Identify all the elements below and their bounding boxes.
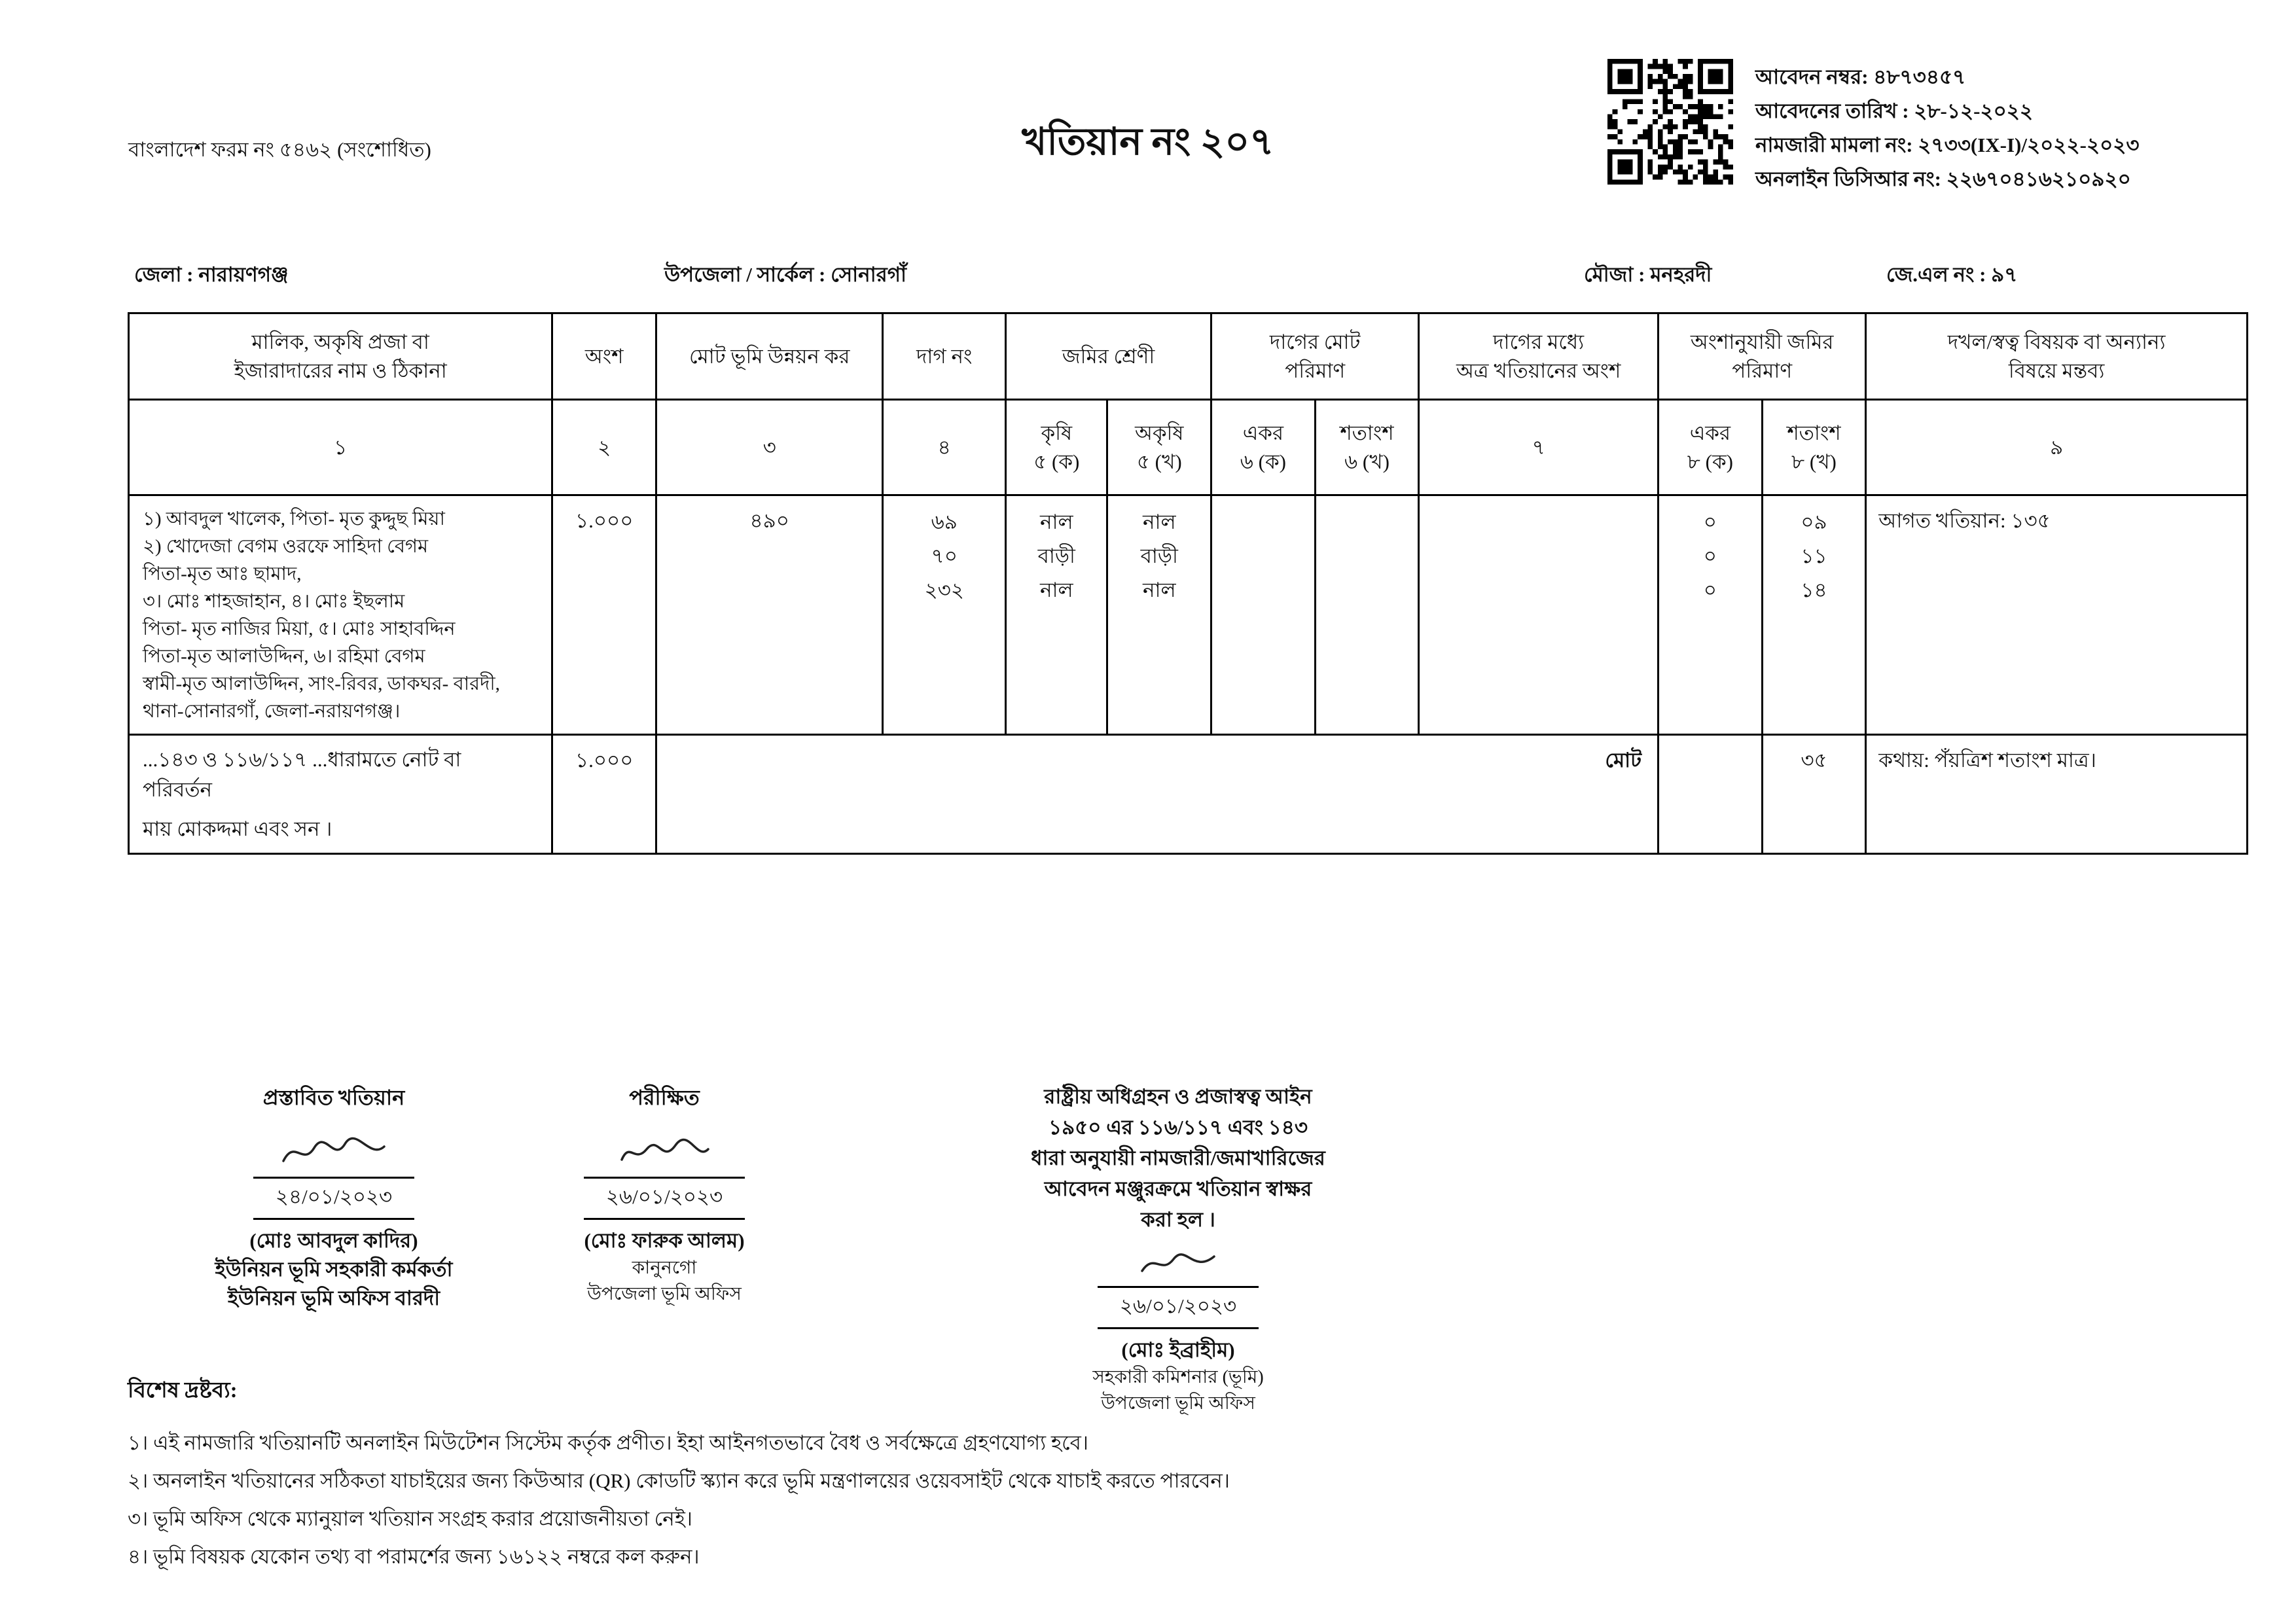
okrishi-class-value: নাল [1142,579,1176,601]
approval-statement [1008,1081,1348,1235]
approval-statement-line: রাষ্ট্রীয় অধিগ্রহন ও প্রজাস্বত্ব আইন [1044,1085,1312,1108]
share-acre-cell [1659,495,1763,735]
col-6b-label: শতাংশ [1340,421,1394,444]
remarks-cell: আগত খতিয়ান: ১৩৫ [1866,495,2248,735]
upazila-label: উপজেলা / সার্কেল : সোনারগাঁ [664,263,907,286]
col-no-6a [1211,400,1316,495]
approval-statement-line: আবেদন মঞ্জুরক্রমে খতিয়ান স্বাক্ষর [1044,1177,1312,1200]
total-share-cell: ১.০০০ [552,735,656,854]
col-no-5a [1006,400,1107,495]
col-no-1: ১ [129,400,552,495]
dag-value: ৭০ [931,544,958,567]
header-plot-total-line2: পরিমাণ [1285,359,1346,382]
note-item: ৩। ভূমি অফিস থেকে ম্যানুয়াল খতিয়ান সংগ্রহ করার প্রয়োজনীয়তা নেই। [128,1507,692,1530]
okrishi-class-cell [1107,495,1211,735]
note-item: ২। অনলাইন খতিয়ানের সঠিকতা যাচাইয়ের জন্য কিউআর (QR) কোডটি স্ক্যান করে ভূমি মন্ত্রণালয়ের ওয়েবসাইট থেকে যাচাই করতে পারবেন। [128,1469,1230,1492]
header-share-amount-line1: অংশানুযায়ী জমির [1690,330,1834,353]
note-line: মায় মোকদ্দমা এবং সন । [143,817,332,840]
owner-line: স্বামী-মৃত আলাউদ্দিন, সাং-রিবর, ডাকঘর- বারদী, [143,673,500,694]
district-label: জেলা : নারায়ণগঞ্জ [134,263,289,286]
col-6b-number: ৬ (খ) [1344,450,1390,473]
header-remarks [1866,313,2248,400]
approval-statement-line: ধারা অনুযায়ী নামজারী/জমাখারিজের [1031,1147,1325,1169]
special-notes [128,1373,2170,1576]
header-remarks-line2: বিষয়ে মন্তব্য [2008,359,2105,382]
total-label: মোট [1605,749,1642,772]
khatian-table [128,312,2248,855]
col-5a-label: কৃষি [1041,421,1073,444]
share-shotangsho-value: ১১ [1801,544,1827,567]
signatory-name: (মোঃ ফারুক আলম) [584,1229,745,1252]
application-number: আবেদন নম্বর: ৪৮৭৩৪৫৭ [1755,65,1966,88]
col-8b-number: ৮ (খ) [1791,450,1837,473]
signatory-name: (মোঃ আবদুল কাদির) [249,1229,418,1252]
signature-scribble [196,1126,471,1173]
signature-block-approval [1008,1081,1348,1417]
notes-heading: বিশেষ দ্রষ্টব্য: [128,1379,238,1402]
col-no-4: ৪ [883,400,1006,495]
share-cell: ১.০০০ [552,495,656,735]
share-shotangsho-value: ০৯ [1801,510,1827,533]
plot-total-acre-cell [1211,495,1316,735]
note-line: ...১৪৩ ও ১১৬/১১৭ ...ধারামতে নোট বা [143,748,461,771]
signatory-office: ইউনিয়ন ভূমি অফিস বারদী [227,1287,440,1310]
signature-block-examined [553,1081,776,1308]
header-owner [129,313,552,400]
header-plot-total [1211,313,1419,400]
header-tax: মোট ভূমি উন্নয়ন কর [656,313,883,400]
header-land-class: জমির শ্রেণী [1006,313,1211,400]
total-row [129,735,2248,854]
signature-block-proposed [196,1081,471,1313]
signatory-office: উপজেলা ভূমি অফিস [1101,1393,1255,1414]
signature-title: পরীক্ষিত [629,1086,700,1109]
mouza-label: মৌজা : মনহরদী [1584,263,1712,286]
qr-block [1607,59,2140,200]
dag-value: ৬৯ [931,510,958,533]
owner-line: ২) খোদেজা বেগম ওরফে সাহিদা বেগম [143,536,429,557]
owner-line: থানা-সোনারগাঁ, জেলা-নরায়ণগঞ্জ। [143,701,401,722]
col-6a-label: একর [1242,421,1284,444]
col-no-8a [1659,400,1763,495]
col-no-5b [1107,400,1211,495]
col-8a-label: একর [1689,421,1731,444]
owner-line: ১) আবদুল খালেক, পিতা- মৃত কুদ্দুছ মিয়া [143,508,445,529]
krishi-class-value: নাল [1039,579,1073,601]
record-row [129,495,2248,735]
note-cell [129,735,552,854]
signatory-name: (মোঃ ইব্রাহীম) [1121,1338,1235,1361]
krishi-class-cell [1006,495,1107,735]
share-acre-value: ০ [1703,544,1717,567]
share-acre-value: ০ [1703,579,1717,601]
col-8b-label: শতাংশ [1787,421,1841,444]
header-owner-line2: ইজারাদারের নাম ও ঠিকানা [234,359,447,382]
share-acre-value: ০ [1703,510,1717,533]
col-no-7: ৭ [1419,400,1659,495]
col-5b-number: ৫ (খ) [1136,450,1182,473]
total-label-cell [656,735,1659,854]
krishi-class-value: নাল [1039,510,1073,533]
col-no-6b [1315,400,1419,495]
signature-title: প্রস্তাবিত খতিয়ান [262,1086,405,1109]
owner-cell [129,495,552,735]
signatory-role: সহকারী কমিশনার (ভূমি) [1092,1367,1264,1387]
signature-date: ২৬/০১/২০২৩ [1098,1286,1259,1329]
signature-scribble [553,1126,776,1173]
col-no-2: ২ [552,400,656,495]
signature-date: ২৪/০১/২০২৩ [253,1177,414,1220]
share-shotangsho-cell [1762,495,1866,735]
col-6a-number: ৬ (ক) [1240,450,1286,473]
note-item: ১। এই নামজারি খতিয়ানটি অনলাইন মিউটেশন সিস্টেম কর্তৃক প্রণীত। ইহা আইনগতভাবে বৈধ ও সর্বক্ষেত্রে গ্রহণযোগ্য হবে। [128,1431,1088,1454]
approval-statement-line: করা হল । [1141,1208,1215,1231]
total-shotangsho-cell: ৩৫ [1762,735,1866,854]
jl-number-label: জে.এল নং : ৯৭ [1886,263,2018,286]
owner-line: পিতা-মৃত আঃ ছামাদ, [143,563,302,584]
tax-cell: ৪৯০ [656,495,883,735]
krishi-class-value: বাড়ী [1037,544,1075,567]
signatory-office: উপজেলা ভূমি অফিস [587,1284,742,1304]
amount-in-words-cell: কথায়: পঁয়ত্রিশ শতাংশ মাত্র। [1866,735,2248,854]
okrishi-class-value: বাড়ী [1140,544,1178,567]
header-owner-line1: মালিক, অকৃষি প্রজা বা [251,330,429,353]
location-row [0,259,2296,289]
col-5a-number: ৫ (ক) [1033,450,1080,473]
header-share-amount [1659,313,1866,400]
dag-cell [883,495,1006,735]
form-number: বাংলাদেশ ফরম নং ৫৪৬২ (সংশোধিত) [128,138,431,161]
col-no-9: ৯ [1866,400,2248,495]
dag-value: ২৩২ [924,579,964,601]
header-dag-no: দাগ নং [883,313,1006,400]
share-shotangsho-value: ১৪ [1801,579,1827,601]
page-title: খতিয়ান নং ২০৭ [1022,120,1274,163]
owner-line: পিতা-মৃত আলাউদ্দিন, ৬। রহিমা বেগম [143,646,425,667]
signatory-role: ইউনিয়ন ভূমি সহকারী কর্মকর্তা [215,1258,453,1281]
qr-code [1607,59,1733,185]
mutation-case-number: নামজারী মামলা নং: ২৭৩৩(IX-I)/২০২২-২০২৩ [1755,134,2140,156]
signature-scribble [1008,1235,1348,1282]
approval-statement-line: ১৯৫০ এর ১১৬/১১৭ এবং ১৪৩ [1048,1116,1308,1139]
application-date: আবেদনের তারিখ : ২৮-১২-২০২২ [1755,99,2034,122]
signatory-role: কানুনগো [632,1258,697,1278]
header-share: অংশ [552,313,656,400]
header-remarks-line1: দখল/স্বত্ব বিষয়ক বা অন্যান্য [1947,330,2166,353]
khatian-share-cell [1419,495,1659,735]
col-no-8b [1762,400,1866,495]
column-number-row [129,400,2248,495]
signature-date: ২৬/০১/২০২৩ [584,1177,745,1220]
header-khatian-share-line1: দাগের মধ্যে [1493,330,1585,353]
header-share-amount-line2: পরিমাণ [1732,359,1793,382]
plot-total-shotangsho-cell [1315,495,1419,735]
total-acre-cell [1659,735,1763,854]
note-line: পরিবর্তন [143,778,212,801]
qr-info [1755,59,2140,200]
col-5b-label: অকৃষি [1135,421,1184,444]
note-item: ৪। ভূমি বিষয়ক যেকোন তথ্য বা পরামর্শের জন্য ১৬১২২ নম্বরে কল করুন। [128,1545,700,1568]
header-khatian-share [1419,313,1659,400]
col-no-3: ৩ [656,400,883,495]
owner-line: পিতা- মৃত নাজির মিয়া, ৫। মোঃ সাহাবদ্দিন [143,618,456,639]
header-plot-total-line1: দাগের মোট [1269,330,1361,353]
okrishi-class-value: নাল [1142,510,1176,533]
col-8a-number: ৮ (ক) [1687,450,1733,473]
header-khatian-share-line2: অত্র খতিয়ানের অংশ [1456,359,1621,382]
owner-line: ৩। মোঃ শাহজাহান, ৪। মোঃ ইছলাম [143,591,405,612]
online-dcr-number: অনলাইন ডিসিআর নং: ২২৬৭০৪১৬২১০৯২০ [1755,168,2131,190]
table-header-row [129,313,2248,400]
